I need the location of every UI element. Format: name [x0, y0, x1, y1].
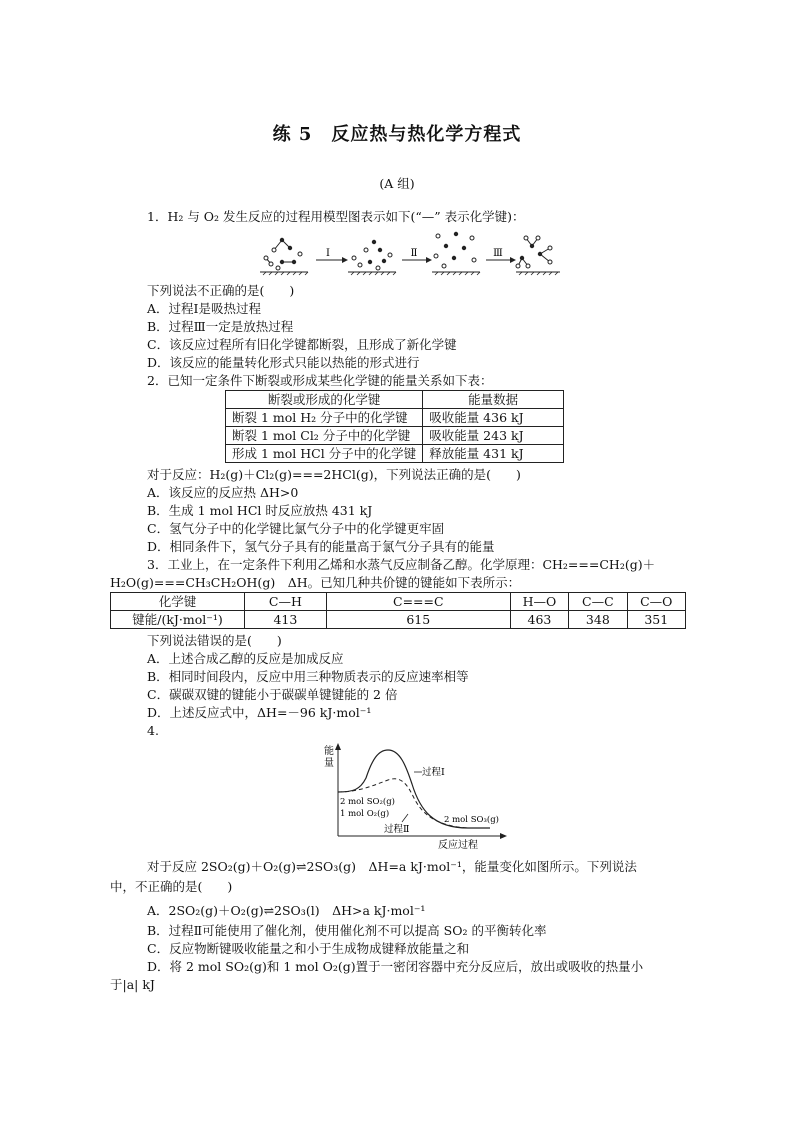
table-cell: 413 — [244, 611, 326, 629]
table-cell: 351 — [627, 611, 685, 629]
process-2-label: 过程Ⅱ — [384, 824, 410, 835]
x-axis-label: 反应过程 — [438, 840, 478, 851]
table-cell: 348 — [569, 611, 627, 629]
table-cell: 化学键 — [111, 593, 245, 611]
table-cell: C—O — [627, 593, 685, 611]
q3-option-a: A．上述合成乙醇的反应是加成反应 — [147, 651, 344, 666]
q4-energy-diagram — [318, 740, 518, 852]
table-row — [226, 409, 564, 427]
q1-option-d: D．该反应的能量转化形式只能以热能的形式进行 — [147, 355, 420, 370]
table-cell: C—H — [244, 593, 326, 611]
q3-option-c: C．碳碳双键的键能小于碳碳单键键能的 2 倍 — [147, 687, 398, 702]
q2-option-b: B．生成 1 mol HCl 时反应放热 431 kJ — [147, 503, 373, 518]
table-header: 断裂或形成的化学键 — [226, 391, 423, 409]
q4-stem-line1: 对于反应 2SO₂(g)＋O₂(g)⇌2SO₃(g) ΔH=a kJ·mol⁻¹，能量变化如图所示。下列说法 — [147, 859, 637, 874]
reactant-label-2: 1 mol O₂(g) — [340, 809, 390, 819]
q3-prompt: 下列说法错误的是( ) — [147, 633, 282, 648]
q1-option-a: A．过程Ⅰ是吸热过程 — [147, 301, 261, 316]
q3-option-d: D．上述反应式中，ΔH=－96 kJ·mol⁻¹ — [147, 705, 372, 720]
q2-option-c: C．氢气分子中的化学键比氯气分子中的化学键更牢固 — [147, 521, 445, 536]
table-row — [111, 611, 686, 629]
q4-option-b: B．过程Ⅱ可能使用了催化剂，使用催化剂不可以提高 SO₂ 的平衡转化率 — [147, 923, 547, 938]
step-label-2: Ⅱ — [410, 248, 418, 259]
stage-4-water — [516, 236, 560, 275]
q4-option-a: A．2SO₂(g)＋O₂(g)⇌2SO₃(l) ΔH>a kJ·mol⁻¹ — [147, 903, 426, 918]
q1-option-b: B．过程Ⅲ一定是放热过程 — [147, 319, 294, 334]
q3-stem-line1: 3．工业上，在一定条件下利用乙烯和水蒸气反应制备乙醇。化学原理：CH₂===CH₂(g)＋ — [147, 557, 656, 572]
table-cell: C—C — [569, 593, 627, 611]
table-cell: 断裂 1 mol Cl₂ 分子中的化学键 — [226, 427, 423, 445]
y-axis-label-1: 能 — [324, 746, 334, 757]
q3-bond-energy-table — [110, 592, 686, 629]
q4-option-d: D．将 2 mol SO₂(g)和 1 mol O₂(g)置于一密闭容器中充分反应后，放出或吸收的热量小 — [147, 959, 644, 974]
q1-option-c: C．该反应过程所有旧化学键都断裂，且形成了新化学键 — [147, 337, 457, 352]
q2-option-d: D．相同条件下，氢气分子具有的能量高于氯气分子具有的能量 — [147, 539, 495, 554]
q1-stem: 1．H₂ 与 O₂ 发生反应的过程用模型图表示如下(“—” 表示化学键)： — [147, 209, 525, 224]
q4-number: 4. — [147, 723, 159, 738]
q2-prompt: 对于反应：H₂(g)＋Cl₂(g)===2HCl(g)，下列说法正确的是( ) — [147, 467, 521, 482]
table-cell: 释放能量 431 kJ — [423, 445, 564, 463]
q3-option-b: B．相同时间段内，反应中用三种物质表示的反应速率相等 — [147, 669, 469, 684]
table-header: 能量数据 — [423, 391, 564, 409]
page-title: 练 5 反应热与热化学方程式 — [272, 124, 522, 145]
step-label-1: Ⅰ — [326, 248, 330, 259]
stage-3-atoms — [432, 232, 480, 275]
q3-stem-line2: H₂O(g)===CH₃CH₂OH(g) ΔH。已知几种共价键的键能如下表所示： — [110, 575, 521, 590]
table-cell: 615 — [326, 611, 510, 629]
q1-prompt: 下列说法不正确的是( ) — [147, 283, 295, 298]
reactant-label-1: 2 mol SO₂(g) — [340, 797, 395, 807]
q1-model-diagram — [260, 228, 560, 278]
table-cell: 断裂 1 mol H₂ 分子中的化学键 — [226, 409, 423, 427]
step-label-3: Ⅲ — [493, 248, 503, 259]
table-row — [226, 391, 564, 409]
table-cell: 吸收能量 243 kJ — [423, 427, 564, 445]
table-cell: 吸收能量 436 kJ — [423, 409, 564, 427]
table-cell: 463 — [510, 611, 568, 629]
table-row — [226, 445, 564, 463]
y-axis-label-2: 量 — [324, 758, 334, 769]
table-cell: H—O — [510, 593, 568, 611]
table-cell: 形成 1 mol HCl 分子中的化学键 — [226, 445, 423, 463]
table-cell: 键能/(kJ·mol⁻¹) — [111, 611, 245, 629]
table-row — [111, 593, 686, 611]
process-1-label: 过程Ⅰ — [422, 767, 445, 778]
product-label: 2 mol SO₃(g) — [444, 815, 499, 825]
stage-2-atoms — [348, 240, 396, 275]
table-cell: C===C — [326, 593, 510, 611]
q4-stem-line2: 中，不正确的是( ) — [110, 879, 233, 894]
stage-1-molecules — [260, 238, 308, 275]
q2-bond-energy-table — [225, 390, 564, 463]
group-label: (A 组) — [379, 176, 415, 191]
q2-option-a: A．该反应的反应热 ΔH>0 — [147, 485, 299, 500]
q2-stem: 2．已知一定条件下断裂或形成某些化学键的能量关系如下表： — [147, 373, 493, 388]
q4-option-c: C．反应物断键吸收能量之和小于生成物成键释放能量之和 — [147, 941, 470, 956]
table-row — [226, 427, 564, 445]
q4-option-d-continued: 于|a| kJ — [110, 977, 155, 992]
